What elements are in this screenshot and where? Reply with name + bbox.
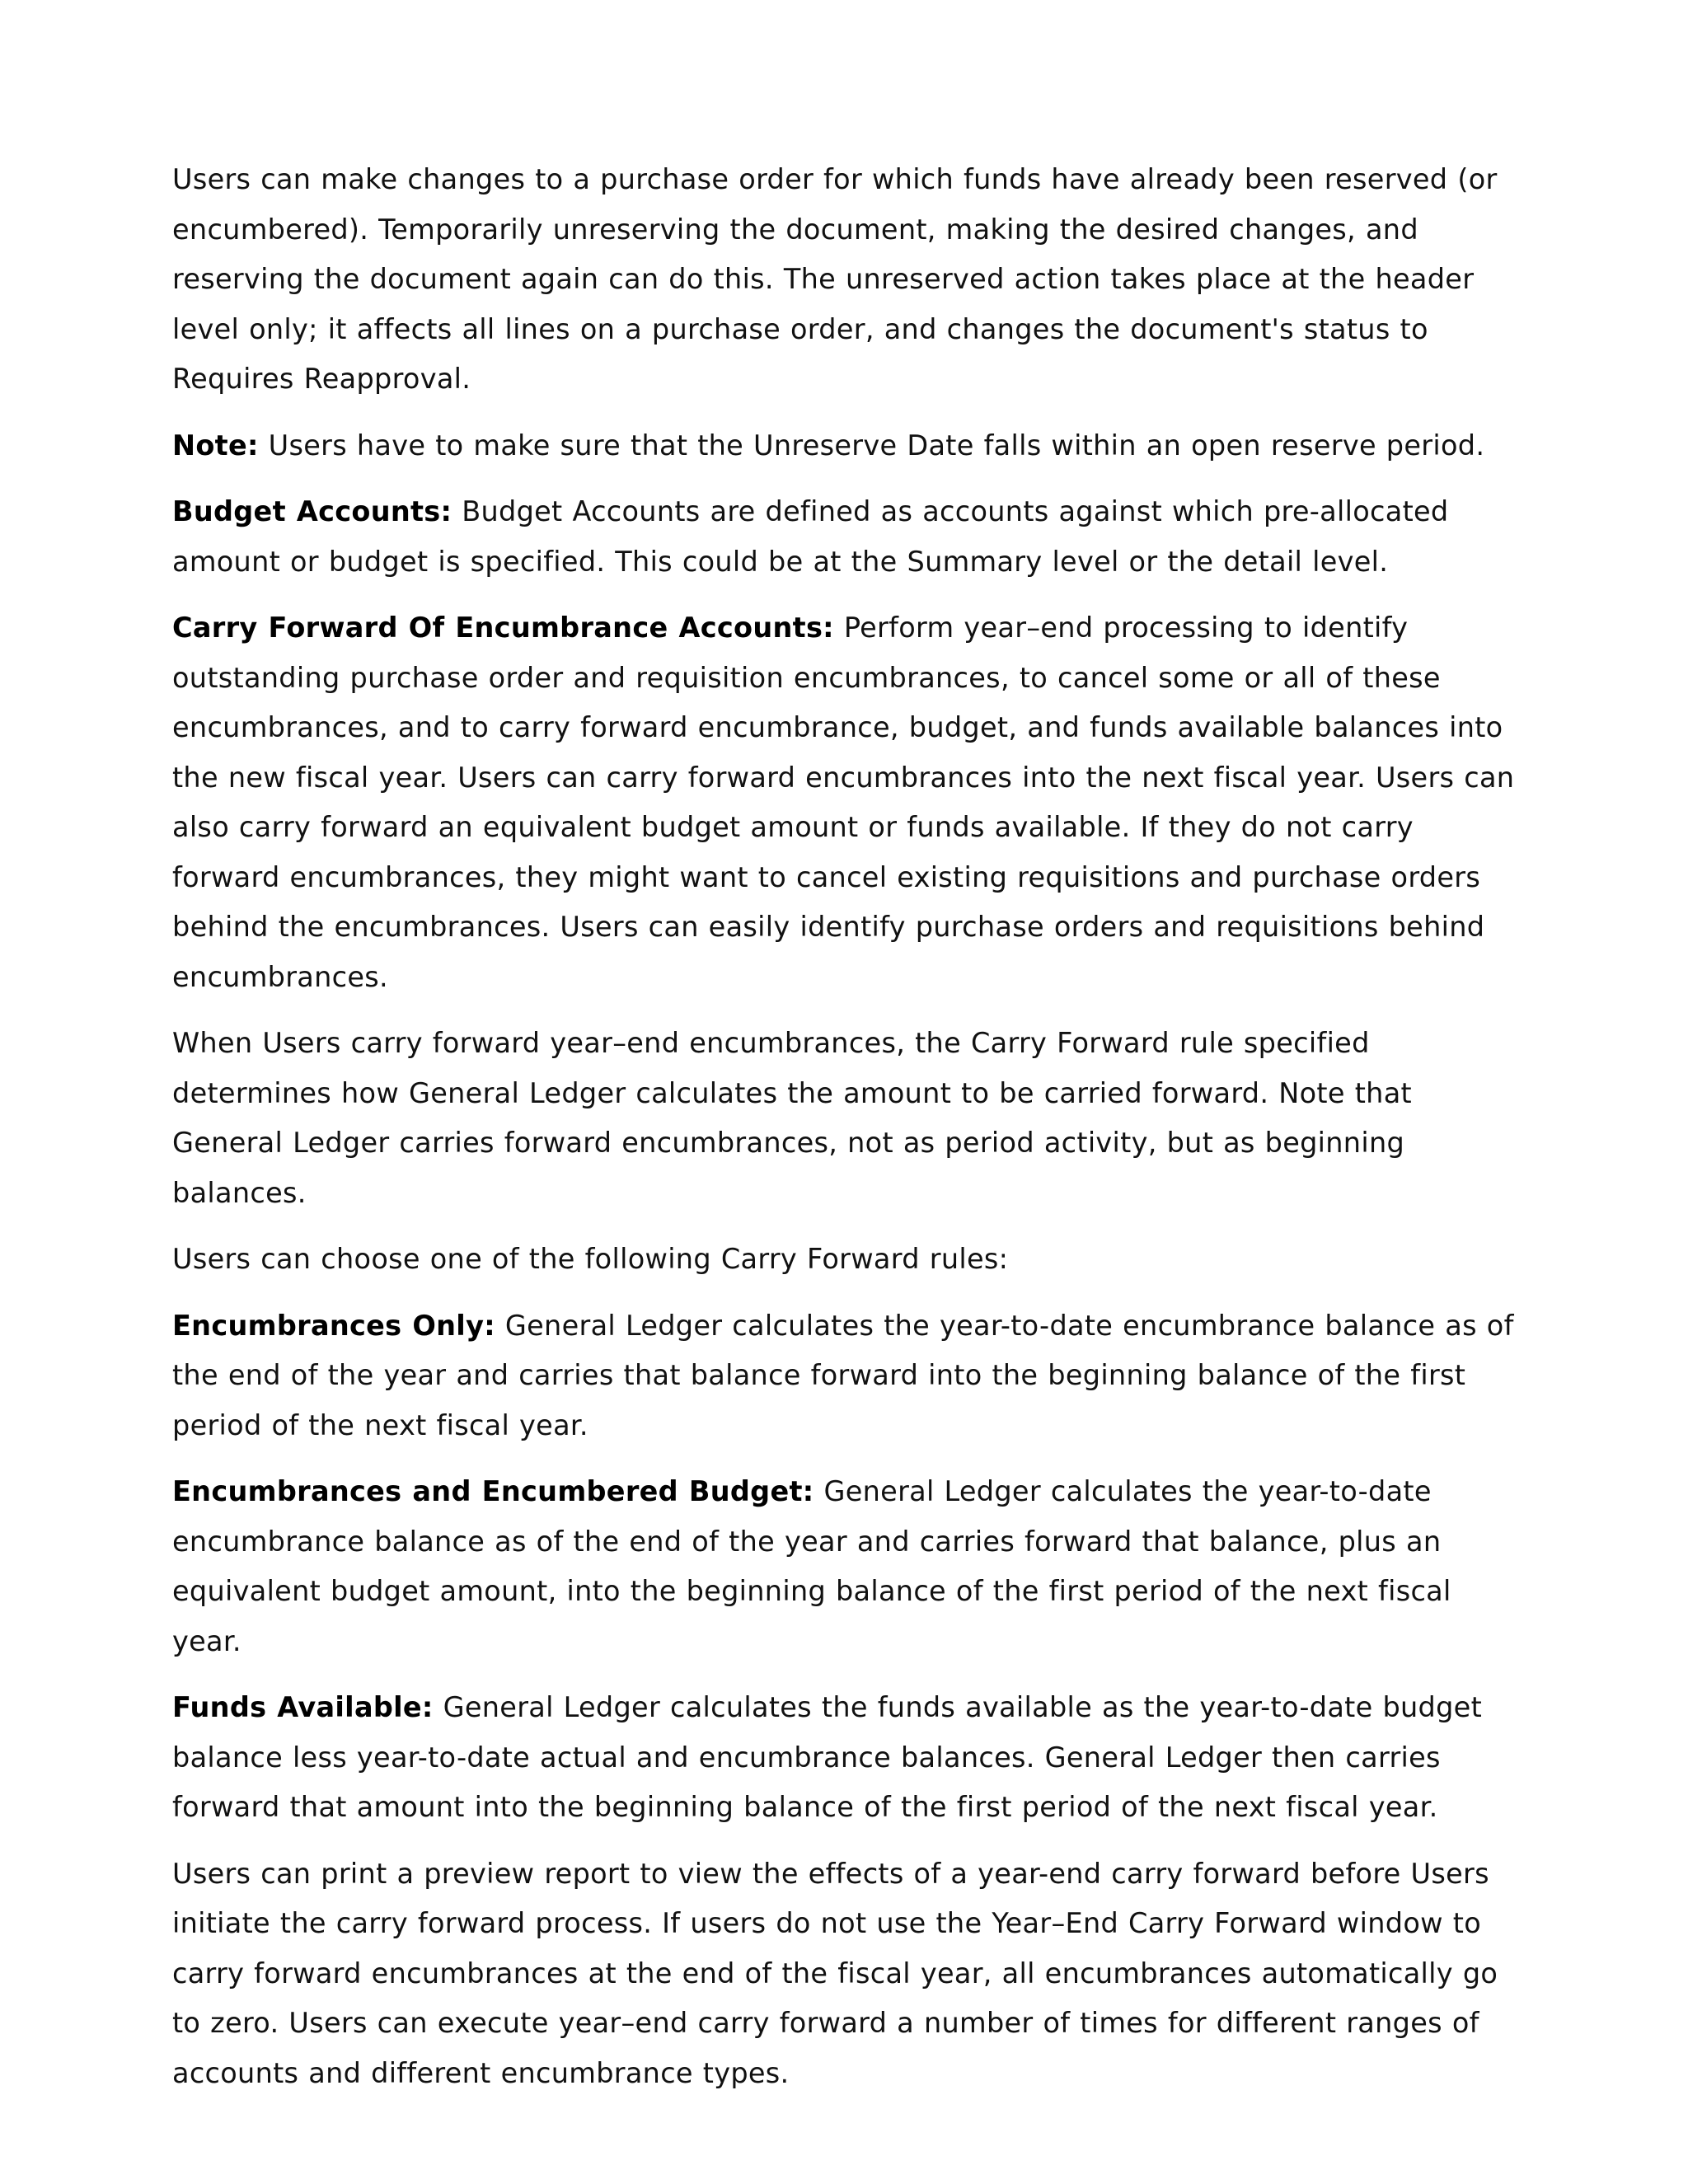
paragraph-text: Users have to make sure that the Unreserve Date falls within an open reserve period. — [268, 429, 1485, 462]
paragraph-carry-forward-rule — [172, 1019, 1524, 1218]
paragraph-lead: Note: — [172, 429, 259, 462]
paragraph-carry-forward-accounts — [172, 603, 1524, 1002]
paragraph-text: General Ledger calculates the year-to-date encumbrance balance as of the end of the year and carries that balance forward into the beginning balance of the first period of the next fiscal year. — [172, 1309, 1514, 1441]
paragraph-text: Users can choose one of the following Carry Forward rules: — [172, 1243, 1009, 1275]
paragraph-lead: Encumbrances and Encumbered Budget: — [172, 1475, 814, 1507]
paragraph-note — [172, 421, 1524, 471]
paragraph-encumbrances-only — [172, 1301, 1524, 1451]
paragraph-lead: Budget Accounts: — [172, 495, 452, 527]
paragraph-funds-available — [172, 1683, 1524, 1833]
paragraph-text: Users can print a preview report to view the effects of a year-end carry forward before Users initiate the carry forward process. If users do not use the Year–End Carry Forward window to carry forward encumbrances at the end of the fiscal year, all encumbrances automatically go to zero. Users can execute year–end carry forward a number of times for different ranges of accounts and different encumbrance types. — [172, 1857, 1498, 2089]
paragraph-lead: Encumbrances Only: — [172, 1309, 495, 1342]
paragraph-rules-intro — [172, 1235, 1524, 1285]
paragraph-text: Users can make changes to a purchase order for which funds have already been reserved (or encumbered). Temporarily unreserving the document, making the desired changes, and reserving the document again can do this. The unreserved action takes place at the header level only; it affects all lines on a purchase order, and changes the document's status to Requires Reapproval. — [172, 163, 1498, 395]
paragraph-lead: Funds Available: — [172, 1691, 434, 1723]
paragraph-text: Budget Accounts are defined as accounts against which pre-allocated amount or budget is specified. This could be at the Summary level or the detail level. — [172, 495, 1449, 578]
paragraph-unreserve-intro — [172, 155, 1524, 405]
document-body — [172, 155, 1524, 2115]
paragraph-text: When Users carry forward year–end encumbrances, the Carry Forward rule specified determines how General Ledger calculates the amount to be carried forward. Note that General Ledger carries forward encumbrances, not as period activity, but as beginning balances. — [172, 1027, 1412, 1209]
paragraph-text: General Ledger calculates the year-to-date encumbrance balance as of the end of the year and carries forward that balance, plus an equivalent budget amount, into the beginning balance of the first period of the next fiscal year. — [172, 1475, 1451, 1657]
paragraph-encumbered-budget — [172, 1467, 1524, 1666]
paragraph-budget-accounts — [172, 487, 1524, 587]
paragraph-text: Perform year–end processing to identify outstanding purchase order and requisition encumbrances, to cancel some or all of these encumbrances, and to carry forward encumbrance, budget, and funds available balances into the new fiscal year. Users can carry forward encumbrances into the next fiscal year. Users can also carry forward an equivalent budget amount or funds available. If they do not carry forward encumbrances, they might want to cancel existing requisitions and purchase orders behind the encumbrances. Users can easily identify purchase orders and requisitions behind encumbrances. — [172, 612, 1515, 993]
paragraph-lead: Carry Forward Of Encumbrance Accounts: — [172, 612, 834, 644]
paragraph-preview-report — [172, 1849, 1524, 2099]
paragraph-text: General Ledger calculates the funds available as the year-to-date budget balance less year-to-date actual and encumbrance balances. General Ledger then carries forward that amount into the beginning balance of the first period of the next fiscal year. — [172, 1691, 1483, 1823]
